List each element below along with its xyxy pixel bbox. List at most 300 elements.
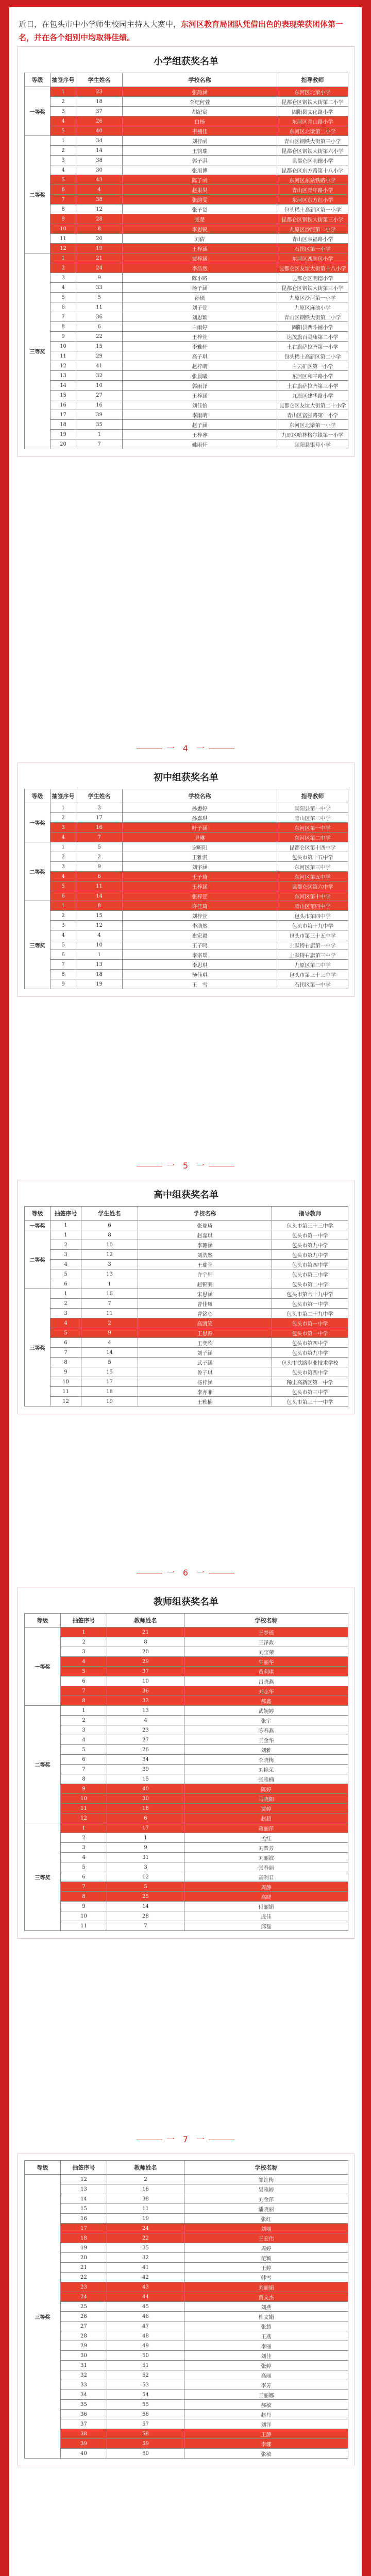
table-cell: 5 — [50, 882, 76, 891]
award-table — [24, 1206, 348, 1406]
table-cell: 固阳县西斗铺小学 — [277, 322, 348, 332]
table-cell: 3 — [76, 803, 123, 813]
table-header-cell: 抽签序号 — [50, 1207, 81, 1221]
table-cell: 王钧瑞 — [123, 146, 277, 156]
table-cell: 刘燕 — [184, 2302, 348, 2312]
table-cell: 35 — [76, 420, 123, 430]
table-cell: 王燕 — [184, 2331, 348, 2341]
table-cell: 43 — [76, 175, 123, 185]
table-cell: 曹佳凤 — [138, 1299, 272, 1309]
award-card — [18, 1587, 355, 1939]
table-cell: 李思琪 — [123, 960, 277, 970]
table-cell: 高利君 — [184, 1872, 348, 1882]
table-cell: 王奕欣 — [138, 1338, 272, 1348]
table-row — [25, 1667, 348, 1676]
table-cell: 陈春燕 — [184, 1725, 348, 1735]
table-row — [25, 1328, 348, 1338]
table-row — [25, 2410, 348, 2419]
table-cell: 32 — [107, 2253, 184, 2263]
table-row — [25, 1637, 348, 1647]
page-marker: 一 6 一 — [166, 1568, 205, 1578]
table-cell: 29 — [76, 351, 123, 361]
table-cell: 王雅楠 — [138, 1397, 272, 1406]
table-cell: 40 — [76, 126, 123, 136]
table-cell: 47 — [107, 2321, 184, 2331]
table-row — [25, 205, 348, 214]
table-cell: 李亦菲 — [138, 1387, 272, 1397]
table-cell: 昆都仑区钢铁大街第三小学 — [277, 283, 348, 293]
table-cell: 固阳县第一中学 — [277, 803, 348, 813]
table-row — [25, 1269, 348, 1279]
table-cell: 40 — [107, 1784, 184, 1794]
table-cell: 土默特右旗第三中学 — [277, 950, 348, 960]
table-cell: 赵嘉琪 — [138, 1230, 272, 1240]
table-cell: 16 — [50, 400, 76, 410]
table-cell: 7 — [50, 960, 76, 970]
table-cell: 38 — [107, 2194, 184, 2204]
table-cell: 2 — [107, 2175, 184, 2184]
table-row — [25, 1628, 348, 1637]
table-cell: 11 — [50, 351, 76, 361]
table-cell: 23 — [76, 87, 123, 97]
table-row — [25, 253, 348, 263]
table-cell: 4 — [81, 1338, 138, 1348]
table-row — [25, 911, 348, 921]
table-cell: 王丽娜 — [184, 2390, 348, 2400]
table-cell: 李丽 — [184, 2341, 348, 2351]
table-cell: 包头市第三十五中学 — [277, 930, 348, 940]
table-cell: 东河区第十中学 — [277, 891, 348, 901]
table-cell: 张红 — [184, 2214, 348, 2224]
table-row — [25, 2282, 348, 2292]
table-cell: 3 — [61, 1843, 107, 1853]
table-row — [25, 107, 348, 116]
table-cell: 17 — [107, 1823, 184, 1833]
table-cell: 10 — [76, 381, 123, 391]
table-cell: 5 — [50, 940, 76, 950]
award-card-title: 教师组获奖名单 — [154, 1597, 218, 1607]
section-divider — [0, 742, 371, 754]
table-cell: 1 — [81, 1279, 138, 1289]
table-cell: 包头市铁路职业技术学校 — [272, 1358, 348, 1367]
table-row — [25, 901, 348, 911]
table-cell: 宋思涵 — [138, 1289, 272, 1299]
intro-text: 近日，在包头市中小学师生校园主持人大赛中， — [19, 20, 181, 29]
table-cell: 9 — [50, 1367, 81, 1377]
table-row — [25, 2194, 348, 2204]
table-cell: 东河区青山路小学 — [277, 116, 348, 126]
table-cell: 达茂旗百灵庙第二小学 — [277, 332, 348, 342]
table-cell: 4 — [50, 1318, 81, 1328]
table-row — [25, 332, 348, 342]
table-cell: 刘宇涵 — [123, 862, 277, 872]
table-cell: 包头市第九中学 — [272, 1240, 348, 1250]
table-row — [25, 2184, 348, 2194]
table-cell: 31 — [107, 1853, 184, 1862]
table-cell: 7 — [61, 1882, 107, 1892]
table-cell: 7 — [50, 312, 76, 322]
table-cell: 48 — [107, 2331, 184, 2341]
table-cell: 10 — [107, 1676, 184, 1686]
table-row — [25, 2321, 348, 2331]
table-cell: 2 — [50, 813, 76, 823]
table-cell: 42 — [107, 2273, 184, 2282]
table-cell: 27 — [76, 391, 123, 400]
table-row — [25, 1318, 348, 1328]
table-cell: 9 — [107, 1843, 184, 1853]
table-cell: 土默特右旗第一中学 — [277, 940, 348, 950]
table-cell: 2 — [61, 1833, 107, 1843]
table-row — [25, 1657, 348, 1667]
table-cell: 45 — [107, 2302, 184, 2312]
table-cell: 19 — [76, 244, 123, 253]
table-cell: 青山区第四中学 — [277, 901, 348, 911]
award-table — [24, 1613, 348, 1931]
table-row — [25, 1260, 348, 1269]
table-cell: 刘志华 — [184, 1686, 348, 1696]
table-cell: 九原区第二中学 — [277, 960, 348, 970]
table-cell: 6 — [61, 1755, 107, 1765]
table-cell: 9 — [76, 862, 123, 872]
table-cell: 19 — [81, 1397, 138, 1406]
rank-cell: 三等奖 — [25, 901, 50, 989]
table-header-cell: 学生姓名 — [81, 1207, 138, 1221]
page-marker: 一 7 一 — [166, 2134, 205, 2144]
table-cell: 1 — [50, 87, 76, 97]
table-cell: 60 — [107, 2449, 184, 2459]
table-cell: 29 — [61, 2341, 107, 2351]
table-header-cell: 等级 — [25, 1614, 61, 1628]
table-cell: 东河区第三中学 — [277, 862, 348, 872]
table-row — [25, 1221, 348, 1230]
table-header-cell: 学校名称 — [138, 1207, 272, 1221]
table-row — [25, 381, 348, 391]
table-cell: 3 — [50, 862, 76, 872]
table-row — [25, 156, 348, 165]
table-row — [25, 1250, 348, 1260]
table-cell: 12 — [81, 1250, 138, 1260]
table-cell: 崔宏毅 — [123, 930, 277, 940]
table-cell: 土右旗萨拉齐第一小学 — [277, 342, 348, 351]
table-cell: 31 — [61, 2361, 107, 2370]
table-row — [25, 1647, 348, 1657]
table-cell: 昆都仑区第六中学 — [277, 882, 348, 891]
table-row — [25, 195, 348, 205]
table-cell: 包头市第四中学 — [272, 1338, 348, 1348]
page-marker: 一 5 一 — [166, 1161, 205, 1171]
table-row — [25, 283, 348, 293]
table-cell: 包头市第三十三中学 — [272, 1221, 348, 1230]
table-cell: 20 — [76, 234, 123, 244]
table-cell: 王泽政 — [184, 1637, 348, 1647]
table-cell: 刘艳荣 — [184, 1765, 348, 1774]
award-card-title: 小学组获奖名单 — [154, 56, 218, 67]
table-cell: 7 — [61, 1686, 107, 1696]
rank-cell: 二等奖 — [25, 1706, 61, 1823]
table-cell: 昆都仑区友谊大街第二十小学 — [277, 400, 348, 410]
table-cell: 包头市第六十九中学 — [272, 1289, 348, 1299]
table-cell: 8 — [50, 205, 76, 214]
table-row — [25, 891, 348, 901]
table-cell: 17 — [50, 410, 76, 420]
table-cell: 刘梓函 — [123, 136, 277, 146]
table-cell: 刘金萍 — [184, 2194, 348, 2204]
rank-cell: 二等奖 — [25, 842, 50, 901]
table-cell: 孙硕 — [123, 293, 277, 302]
table-cell: 王金华 — [184, 1735, 348, 1745]
table-row — [25, 2361, 348, 2370]
table-cell: 34 — [61, 2390, 107, 2400]
table-row — [25, 1289, 348, 1299]
table-cell: 3 — [61, 1647, 107, 1657]
table-cell: 张宇 — [184, 1716, 348, 1725]
table-cell: 33 — [107, 1696, 184, 1706]
table-cell: 9 — [50, 332, 76, 342]
table-cell: 刘丽娟 — [184, 2282, 348, 2292]
table-cell: 7 — [76, 833, 123, 842]
table-row — [25, 214, 348, 224]
table-cell: 赵丹 — [184, 2410, 348, 2419]
table-row — [25, 1735, 348, 1745]
table-cell: 青山区钢铁大街第二小学 — [277, 312, 348, 322]
table-cell: 九原区沙河第一小学 — [277, 293, 348, 302]
table-cell: 张韵涵 — [123, 87, 277, 97]
table-cell: 李雨萌 — [123, 410, 277, 420]
table-row — [25, 244, 348, 253]
table-cell: 4 — [107, 1716, 184, 1725]
table-row — [25, 430, 348, 439]
table-cell: 李璐涵 — [138, 1240, 272, 1250]
table-cell: 7 — [76, 439, 123, 449]
award-card — [18, 1180, 355, 1414]
page-marker: 一 4 一 — [166, 743, 205, 753]
table-cell: 14 — [76, 891, 123, 901]
table-cell: 东河区东方红小学 — [277, 195, 348, 205]
table-cell: 1 — [61, 1823, 107, 1833]
table-cell: 17 — [76, 813, 123, 823]
table-cell: 贾梓涵 — [123, 253, 277, 263]
table-row — [25, 940, 348, 950]
table-cell: 5 — [50, 126, 76, 136]
table-cell: 39 — [61, 2439, 107, 2449]
table-row — [25, 1902, 348, 1911]
table-cell: 18 — [76, 97, 123, 107]
table-cell: 东河区西脑包小学 — [277, 253, 348, 263]
table-cell: 刘雅 — [184, 1745, 348, 1755]
table-row — [25, 1765, 348, 1774]
table-cell: 白雨婷 — [123, 322, 277, 332]
table-cell: 2 — [61, 1637, 107, 1647]
table-cell: 4 — [61, 1657, 107, 1667]
table-cell: 8 — [76, 224, 123, 234]
table-cell: 1 — [50, 253, 76, 263]
closing-paragraph: 东河区教育局将以此为契机，进一步创新模式实施“五育并举”，继续加强对学生综合素质的培养，注重学生实践能力和创新能力的提升，弘扬中华优秀传统文化，营造崇文尚善氛围，以行动彰显东河教育的风 — [19, 2553, 351, 2574]
table-cell: 胡纪宸 — [123, 107, 277, 116]
table-row — [25, 136, 348, 146]
table-cell: 59 — [107, 2439, 184, 2449]
table-cell: 包头市第一中学 — [272, 1318, 348, 1328]
rank-cell: 一等奖 — [25, 87, 50, 136]
table-cell: 22 — [61, 2273, 107, 2282]
table-cell: 王雅淇 — [123, 852, 277, 862]
table-row — [25, 2400, 348, 2410]
table-cell: 19 — [76, 979, 123, 989]
table-cell: 张子贤 — [123, 205, 277, 214]
table-cell: 1 — [76, 430, 123, 439]
table-row — [25, 2263, 348, 2273]
table-row — [25, 391, 348, 400]
table-header-cell: 指导教师 — [272, 1207, 348, 1221]
table-cell: 包头市第二中学 — [272, 1279, 348, 1289]
table-cell: 东河区北梁第一小学 — [277, 420, 348, 430]
table-cell: 姚雨轩 — [123, 439, 277, 449]
table-cell: 7 — [61, 1765, 107, 1774]
table-row — [25, 2273, 348, 2282]
table-cell: 11 — [81, 1309, 138, 1318]
table-cell: 49 — [107, 2341, 184, 2351]
table-cell: 27 — [107, 1735, 184, 1745]
table-cell: 36 — [107, 1686, 184, 1696]
table-cell: 35 — [61, 2400, 107, 2410]
table-cell: 王子鸣 — [123, 940, 277, 950]
table-cell: 15 — [81, 1367, 138, 1377]
table-cell: 王静 — [184, 2429, 348, 2439]
table-cell: 6 — [76, 872, 123, 882]
table-cell: 7 — [81, 1299, 138, 1309]
table-cell: 4 — [61, 1735, 107, 1745]
table-cell: 23 — [61, 2282, 107, 2292]
table-cell: 东河区东站铁路小学 — [277, 175, 348, 185]
table-cell: 24 — [107, 2224, 184, 2233]
table-cell: 15 — [61, 2204, 107, 2214]
section-divider — [0, 2133, 371, 2145]
table-row — [25, 342, 348, 351]
table-cell: 22 — [76, 332, 123, 342]
table-cell: 刘子涵 — [138, 1348, 272, 1358]
table-cell: 牛丽华 — [184, 1657, 348, 1667]
table-row — [25, 823, 348, 833]
table-cell: 包头稀土高新区第一小学 — [277, 205, 348, 214]
table-row — [25, 803, 348, 813]
table-cell: 李雅轩 — [123, 342, 277, 351]
table-cell: 3 — [50, 1250, 81, 1260]
table-cell: 9 — [61, 1784, 107, 1794]
table-cell: 尹琳 — [123, 833, 277, 842]
table-row — [25, 1338, 348, 1348]
intro-paragraph — [19, 18, 352, 44]
table-row — [25, 2175, 348, 2184]
table-cell: 14 — [50, 381, 76, 391]
table-cell: 1 — [50, 1221, 81, 1230]
table-row — [25, 1853, 348, 1862]
table-cell: 51 — [107, 2361, 184, 2370]
table-cell: 5 — [61, 1745, 107, 1755]
table-cell: 8 — [61, 1774, 107, 1784]
table-row — [25, 1755, 348, 1765]
table-cell: 14 — [107, 1902, 184, 1911]
table-cell: 34 — [76, 136, 123, 146]
table-cell: 11 — [50, 234, 76, 244]
table-row — [25, 234, 348, 244]
table-cell: 包头稀土高新区第二小学 — [277, 351, 348, 361]
table-row — [25, 1348, 348, 1358]
table-row — [25, 1725, 348, 1735]
table-row — [25, 2302, 348, 2312]
table-cell: 东河区北梁小学 — [277, 87, 348, 97]
award-card-title: 初中组获奖名单 — [154, 772, 218, 783]
table-header-cell: 等级 — [25, 789, 50, 803]
table-cell: 九原区麻池小学 — [277, 302, 348, 312]
table-row — [25, 2419, 348, 2429]
table-cell: 15 — [107, 1774, 184, 1784]
table-cell: 43 — [107, 2282, 184, 2292]
table-cell: 王梓睿 — [123, 430, 277, 439]
table-cell: 许宇轩 — [138, 1269, 272, 1279]
table-cell: 36 — [61, 2410, 107, 2419]
table-row — [25, 400, 348, 410]
table-cell: 张慧 — [184, 2321, 348, 2331]
table-cell: 16 — [76, 400, 123, 410]
table-cell: 12 — [50, 1397, 81, 1406]
rank-cell: 三等奖 — [25, 2175, 61, 2459]
table-cell: 6 — [50, 185, 76, 195]
table-cell: 18 — [81, 1387, 138, 1397]
table-cell: 东河区和平路小学 — [277, 371, 348, 381]
table-row — [25, 1230, 348, 1240]
table-cell: 2 — [50, 852, 76, 862]
table-cell: 孟红 — [184, 1833, 348, 1843]
award-table — [24, 73, 348, 449]
table-row — [25, 312, 348, 322]
table-header-cell: 学校名称 — [184, 2161, 348, 2175]
table-cell: 5 — [50, 1269, 81, 1279]
table-row — [25, 293, 348, 302]
rank-cell: 二等奖 — [25, 136, 50, 253]
table-cell: 11 — [61, 1921, 107, 1931]
table-cell: 6 — [50, 950, 76, 960]
table-cell: 刘梓萱 — [123, 911, 277, 921]
table-row — [25, 1823, 348, 1833]
table-cell: 3 — [107, 1862, 184, 1872]
table-row — [25, 420, 348, 430]
table-cell: 刘思颖 — [123, 312, 277, 322]
table-cell: 3 — [50, 1309, 81, 1318]
table-row — [25, 862, 348, 872]
table-row — [25, 185, 348, 195]
table-cell: 包头市第四中学 — [277, 911, 348, 921]
table-cell: 8 — [50, 970, 76, 979]
table-cell: 18 — [107, 1804, 184, 1814]
table-cell: 2 — [50, 1299, 81, 1309]
table-row — [25, 126, 348, 136]
table-cell: 赵子涵 — [123, 420, 277, 430]
table-cell: 曹铭心 — [138, 1309, 272, 1318]
table-cell: 28 — [61, 2331, 107, 2341]
table-cell: 4 — [50, 283, 76, 293]
table-cell: 东河区北梁第二小学 — [277, 126, 348, 136]
table-row — [25, 1794, 348, 1804]
table-cell: 35 — [107, 2243, 184, 2253]
table-cell: 8 — [61, 1696, 107, 1706]
table-cell: 8 — [61, 1892, 107, 1902]
table-cell: 土右旗萨拉齐第三小学 — [277, 381, 348, 391]
table-cell: 38 — [76, 195, 123, 205]
table-cell: 5 — [61, 1667, 107, 1676]
table-cell: 1 — [107, 1833, 184, 1843]
table-row — [25, 970, 348, 979]
table-cell: 12 — [50, 244, 76, 253]
table-cell: 王思源 — [138, 1328, 272, 1338]
